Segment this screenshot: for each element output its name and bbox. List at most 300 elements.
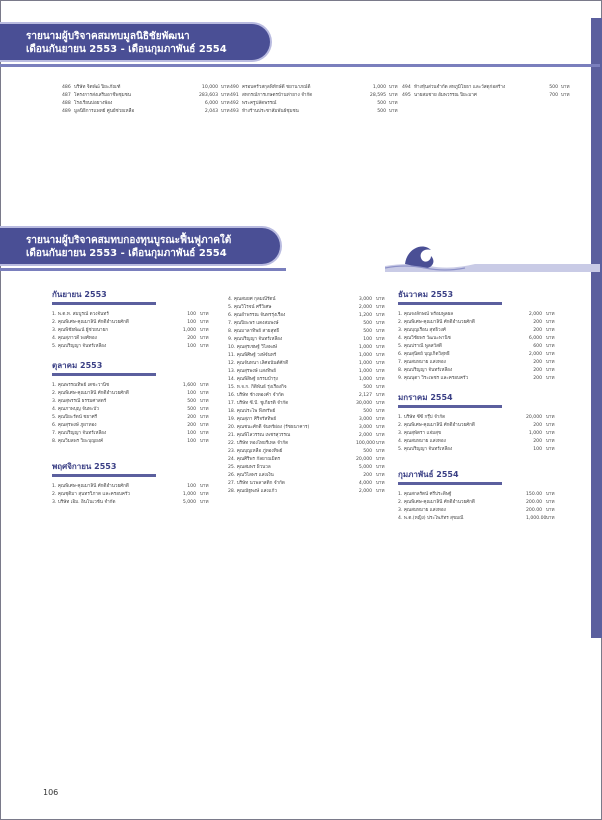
donor-amt: 20,000 (356, 457, 373, 462)
donor-name: โรงเรียนบ่อยางพ้อง (74, 101, 113, 106)
donor-name: 22. บริษัท ทองไทยรีเทล จำกัด (228, 441, 289, 446)
month-section (228, 296, 392, 496)
donor-cur: บาท (200, 484, 209, 489)
donor-cur: บาท (546, 492, 555, 497)
donor-row (228, 400, 392, 408)
donor-amt: 500 (377, 101, 386, 106)
column-middle (228, 296, 392, 496)
donor-cur: บาท (200, 399, 209, 404)
donor-amt: 200 (363, 473, 372, 478)
donor-cur: บาท (376, 361, 385, 366)
donor-cur: บาท (376, 433, 385, 438)
donor-cur: บาท (546, 352, 555, 357)
month-section (398, 290, 562, 383)
donor-name: 13. คุณสุรพงษ์ แสงทิพย์ (228, 369, 276, 374)
donor-amt: 2,000 (358, 305, 372, 310)
month-rule (398, 405, 502, 408)
donor-cur: บาท (221, 93, 230, 98)
donor-amt: 700 (549, 93, 558, 98)
donor-row (398, 319, 562, 327)
donor-cur: บาท (200, 320, 209, 325)
donor-n: 490 (230, 85, 239, 90)
donor-row (398, 359, 562, 367)
donor-amt: 3,000 (358, 425, 372, 430)
month-title: ธันวาคม 2553 (398, 290, 454, 299)
wave-decoration-icon (385, 240, 600, 272)
donor-amt: 4,000 (358, 481, 372, 486)
donor-name: 5. คุณปิยะรัตน์ ชยาศรี (52, 415, 98, 420)
donor-name: 4. คุณสมยศ กุลมณีรัตน์ (228, 297, 276, 302)
donor-name: ห้างหุ้นส่วนจำกัด สหภูมิโยธา และวัสดุก่อสร้าง (414, 85, 506, 90)
donor-cur: บาท (200, 431, 209, 436)
donor-name: 16. บริษัท ช้างทองคำ จำกัด (228, 393, 284, 398)
donor-cur: บาท (389, 93, 398, 98)
donor-amt: 100 (187, 320, 196, 325)
donor-row (62, 108, 230, 116)
donor-name: 4. คุณภาพบุญ จันทะบัว (52, 407, 99, 412)
donor-row (228, 344, 392, 352)
donor-n: 492 (230, 101, 239, 106)
donor-name: 25. คุณสมพร ผิวนวล (228, 465, 271, 470)
donor-amt: 1,000 (358, 361, 372, 366)
donor-amt: 200.00 (526, 508, 543, 513)
donor-name: บริษัท จิตพัฒ์ ปิยะภัณฑ์ (74, 85, 121, 90)
donor-row (228, 488, 392, 496)
donor-name: 2. คุณพิเศษ-คุณมาลินี ศักดิ์อำนวยศักดิ์ (398, 500, 475, 505)
donor-amt: 20,000 (526, 415, 543, 420)
donor-amt: 200.00 (526, 500, 543, 505)
donor-name: 5. คุณปริญญา จันทร์เหลือง (52, 344, 107, 349)
donor-row (228, 360, 392, 368)
month-title: กันยายน 2553 (52, 290, 107, 299)
donor-row (228, 472, 392, 480)
donor-cur: บาท (376, 425, 385, 430)
donor-name: 5. คุณวิโรจน์ ศรีวิเศษ (228, 305, 272, 310)
donor-amt: 200 (533, 368, 542, 373)
donor-name: 1. บริษัท ซีซี กรุ๊ป จำกัด (398, 415, 446, 420)
donor-row (228, 384, 392, 392)
donor-cur: บาท (546, 336, 555, 341)
donor-row (230, 100, 398, 108)
donor-row (228, 416, 392, 424)
donor-row (228, 320, 392, 328)
donor-cur: บาท (389, 85, 398, 90)
donor-row (228, 352, 392, 360)
donor-name: 2. คุณชุติมา สุนทรวิภาต และครอบครัว (52, 492, 130, 497)
donor-amt: 500 (363, 329, 372, 334)
banner-2-line-2: เดือนกันยายน 2553 - เดือนกุมภาพันธ์ 2554 (26, 248, 227, 259)
donor-amt: 1,000 (358, 353, 372, 358)
donor-row (398, 343, 562, 351)
donor-amt: 500 (187, 407, 196, 412)
donor-row (228, 432, 392, 440)
donor-amt: 1,000 (182, 492, 196, 497)
donor-name: 1. คุณสกลรัตน์ ศรีประดิษฐ์ (398, 492, 452, 497)
donor-row (228, 328, 392, 336)
donor-name: 8. คุณมาลาทิพย์ สายสุทธิ์ (228, 329, 280, 334)
donor-amt: 500 (187, 399, 196, 404)
banner-1-rule (0, 64, 600, 67)
donor-cur: บาท (546, 376, 555, 381)
donor-list (398, 414, 562, 454)
donor-row (398, 499, 562, 507)
donor-name: 6. คุณสุนิตย์ บุญเกิดวิสุทธิ์ (398, 352, 450, 357)
month-section (52, 290, 216, 351)
donor-row (398, 422, 562, 430)
donor-row (228, 408, 392, 416)
donor-row (230, 108, 398, 116)
donor-row (62, 92, 230, 100)
donor-name: 7. คุณปริญญา จันทร์เหลือง (52, 431, 107, 436)
donor-row (52, 406, 216, 414)
donor-row (228, 304, 392, 312)
donor-amt: 283,603 (199, 93, 218, 98)
donor-cur: บาท (200, 383, 209, 388)
donor-amt: 1,000 (182, 328, 196, 333)
donor-amt: 200 (187, 415, 196, 420)
donor-row (402, 92, 570, 100)
donor-cur: บาท (376, 489, 385, 494)
donor-column-3 (402, 84, 570, 100)
donor-cur: บาท (221, 101, 230, 106)
donor-name: 17. บริษัท ซี.บี. ชูเกียรติ จำกัด (228, 401, 289, 406)
donor-name: 27. บริษัท นวพลาสติก จำกัด (228, 481, 285, 486)
donor-cur: บาท (200, 391, 209, 396)
donor-cur: บาท (546, 320, 555, 325)
donor-column-2 (230, 84, 398, 116)
donor-row (228, 480, 392, 488)
donor-row (52, 343, 216, 351)
donor-name: 26. คุณวิไลพร แสงเงิน (228, 473, 274, 478)
donor-cur: บาท (376, 369, 385, 374)
donor-name: 8. คุณวิมลพร วิยะบุญยงค์ (52, 439, 104, 444)
donor-amt: 1,000 (528, 431, 542, 436)
donor-amt: 150.00 (526, 492, 543, 497)
donor-cur: บาท (376, 481, 385, 486)
month-rule (52, 474, 156, 477)
donor-cur: บาท (389, 109, 398, 114)
donor-amt: 2,127 (358, 393, 372, 398)
month-rule (52, 302, 156, 305)
donor-name: 6. คุณอำพรรณ จันทรรุ่งเรือง (228, 313, 286, 318)
donor-amt: 1,000 (372, 85, 386, 90)
donor-amt: 1,600 (182, 383, 196, 388)
donor-amt: 5,000 (182, 500, 196, 505)
side-accent-bar (591, 18, 602, 638)
donor-row (228, 440, 392, 448)
donor-row (398, 446, 562, 454)
donor-cur: บาท (200, 415, 209, 420)
donor-row (228, 392, 392, 400)
donor-amt: 200 (187, 423, 196, 428)
donor-row (228, 448, 392, 456)
donor-name: 7. คุณสมหมาย แสงทอง (398, 360, 446, 365)
donor-n: 491 (230, 93, 239, 98)
donor-cur: บาท (546, 312, 555, 317)
donor-amt: 100 (187, 484, 196, 489)
donor-row (398, 311, 562, 319)
donor-amt: 6,000 (204, 101, 218, 106)
donor-amt: 600 (533, 344, 542, 349)
donor-cur: บาท (376, 465, 385, 470)
donor-name: 12. คุณจันทนา เลิศอนันต์ศักดิ์ (228, 361, 289, 366)
donor-name: 1. คุณพรรณทิพย์ เตชะวานิช (52, 383, 110, 388)
donor-row (230, 92, 398, 100)
fund-header-banner-1 (0, 22, 272, 62)
donor-row (398, 430, 562, 438)
donor-name: 15. ห.จ.ก. กิติพันธ์ รุ่งเรืองกิจ (228, 385, 287, 390)
donor-name: 11. คุณพิศิษฐ์ วงษ์จันทร์ (228, 353, 277, 358)
donor-column-1 (62, 84, 230, 116)
donor-cur: บาท (200, 312, 209, 317)
donor-name: 23. คุณบุญเหลือ ภู่ทองทิพย์ (228, 449, 283, 454)
donor-amt: 3,000 (358, 417, 372, 422)
donor-name: 4. คุณสมหมาย แสงทอง (398, 439, 446, 444)
donor-n: 489 (62, 109, 71, 114)
donor-amt: 100 (363, 337, 372, 342)
donor-amt: 100 (533, 447, 542, 452)
donor-amt: 2,000 (358, 433, 372, 438)
donor-cur: บาท (200, 336, 209, 341)
donor-row (52, 327, 216, 335)
donor-cur: บาท (200, 407, 209, 412)
donor-name: 3. คุณสุพรรณี ธรรมศาสตร์ (52, 399, 107, 404)
month-title: ตุลาคม 2553 (52, 361, 103, 370)
donor-row (52, 483, 216, 491)
donor-amt: 100 (187, 312, 196, 317)
page-number: 106 (43, 788, 59, 797)
donor-amt: 500 (377, 109, 386, 114)
donor-amt: 200 (533, 439, 542, 444)
donor-name: 7. คุณปิยะพร แดงสมพงษ์ (228, 321, 279, 326)
donor-cur: บาท (376, 417, 385, 422)
donor-name: 9. คุณนุดา วิระเพชร และครอบครัว (398, 376, 469, 381)
donor-row (52, 430, 216, 438)
donor-name: 3. คุณพิชัยพัฒน์ ผู้ช่วยนายก (52, 328, 109, 333)
donor-row (228, 464, 392, 472)
donor-amt: 200 (533, 328, 542, 333)
donor-name: 2. คุณพิเศษ-คุณมาลินี ศักดิ์อำนวยศักดิ์ (398, 320, 475, 325)
donor-amt: 2,000 (528, 352, 542, 357)
donor-row (228, 368, 392, 376)
donor-cur: บาท (546, 516, 555, 521)
donor-name: 1. คุณพิเศษ-คุณมาลินี ศักดิ์อำนวยศักดิ์ (52, 484, 129, 489)
month-rule (398, 302, 502, 305)
donor-name: ห้างร้านประชาสัมพันธ์ชุมชน (242, 109, 299, 114)
donor-list (398, 311, 562, 383)
donor-row (52, 438, 216, 446)
donor-name: 21. คุณพิไลวรรณ เพชรสุวรรณ (228, 433, 291, 438)
donor-n: 493 (230, 109, 239, 114)
month-title: มกราคม 2554 (398, 393, 453, 402)
donor-cur: บาท (376, 393, 385, 398)
donor-cur: บาท (376, 345, 385, 350)
donor-row (398, 327, 562, 335)
donor-cur: บาท (561, 85, 570, 90)
donor-row (398, 367, 562, 375)
donor-cur: บาท (221, 85, 230, 90)
donor-row (62, 100, 230, 108)
donor-amt: 5,000 (358, 465, 372, 470)
donor-list (52, 311, 216, 351)
column-right (398, 290, 562, 523)
donor-amt: 100 (187, 391, 196, 396)
donor-n: 488 (62, 101, 71, 106)
donor-row (52, 319, 216, 327)
donor-name: 8. คุณปริญญา จันทร์เหลือง (398, 368, 453, 373)
donor-amt: 500 (363, 409, 372, 414)
donor-name: 28. คุณณัฐพงษ์ แสงแก้ว (228, 489, 277, 494)
donor-name: 14. คุณพิสิษฐ์ ธรรมบำรุง (228, 377, 278, 382)
donor-row (52, 491, 216, 499)
donor-name: มูลนิธิการแพทย์ ศูนย์ช่วยเหลือ (74, 109, 135, 114)
donor-cur: บาท (376, 409, 385, 414)
donor-cur: บาท (546, 500, 555, 505)
donor-cur: บาท (376, 329, 385, 334)
donor-list (398, 491, 562, 523)
donor-name: 2. คุณพิเศษ-คุณมาลินี ศักดิ์อำนวยศักดิ์ (52, 391, 129, 396)
donor-row (52, 335, 216, 343)
banner-1-line-2: เดือนกันยายน 2553 - เดือนกุมภาพันธ์ 2554 (26, 44, 227, 55)
donor-cur: บาท (376, 385, 385, 390)
donor-row (228, 312, 392, 320)
donor-row (398, 335, 562, 343)
donor-amt: 500 (363, 385, 372, 390)
donor-row (398, 491, 562, 499)
donor-cur: บาท (546, 328, 555, 333)
donor-amt: 200 (533, 376, 542, 381)
donor-cur: บาท (376, 473, 385, 478)
donor-cur: บาท (546, 360, 555, 365)
donor-cur: บาท (376, 297, 385, 302)
month-section (52, 361, 216, 446)
donor-list (228, 296, 392, 496)
month-title: พฤศจิกายน 2553 (52, 462, 117, 471)
donor-list (52, 382, 216, 446)
donor-amt: 3,000 (358, 297, 372, 302)
donor-amt: 1,200 (358, 313, 372, 318)
donor-name: 1. พ.ต.ท. สมบูรณ์ ดวงจันทร์ (52, 312, 109, 317)
donor-name: 5. คุณปริญญา จันทร์เหลือง (398, 447, 453, 452)
donor-cur: บาท (546, 439, 555, 444)
donor-amt: 100 (187, 431, 196, 436)
month-rule (398, 482, 502, 485)
donor-amt: 200 (533, 360, 542, 365)
donor-amt: 6,000 (528, 336, 542, 341)
donor-n: 495 (402, 93, 411, 98)
donor-row (398, 351, 562, 359)
donor-name: พระครูปลัดพรรณ์ (242, 101, 277, 106)
donor-row (52, 499, 216, 507)
donor-cur: บาท (200, 439, 209, 444)
donor-cur: บาท (376, 305, 385, 310)
donor-amt: 200 (187, 336, 196, 341)
donor-amt: 2,000 (528, 312, 542, 317)
donor-amt: 28,595 (369, 93, 386, 98)
donor-row (228, 376, 392, 384)
donor-row (52, 382, 216, 390)
donor-cur: บาท (376, 321, 385, 326)
donor-cur: บาท (376, 449, 385, 454)
month-section (398, 393, 562, 454)
donor-name: สหกรณ์การเกษตรบ้านท่ายาง จำกัด (242, 93, 313, 98)
donor-cur: บาท (546, 431, 555, 436)
donor-row (52, 311, 216, 319)
banner-2-line-1: รายนามผู้บริจาคสมทบกองทุนบูรณะฟื้นฟูภาคใต้ (26, 235, 232, 246)
donor-row (228, 296, 392, 304)
donor-name: 2. คุณพิเศษ-คุณมาลินี ศักดิ์อำนวยศักดิ์ (398, 423, 475, 428)
donor-name: 1. คุณจงลักษณ์ พร้อมพูลผล (398, 312, 454, 317)
donor-amt: 2,000 (358, 489, 372, 494)
donor-cur: บาท (546, 447, 555, 452)
donor-row (398, 375, 562, 383)
donor-name: นายสมชาย อัมพวรรณ ปิยะมาศ (414, 93, 477, 98)
donor-cur: บาท (376, 313, 385, 318)
month-title: กุมภาพันธ์ 2554 (398, 470, 459, 479)
donor-name: 3. บริษัท เอ็ม. อินโนเวชั่น จำกัด (52, 500, 116, 505)
donor-amt: 100,000 (356, 441, 375, 446)
donor-name: 6. คุณสุรพงษ์ ภูผาทอง (52, 423, 97, 428)
donor-n: 494 (402, 85, 411, 90)
donor-row (62, 84, 230, 92)
donor-cur: บาท (376, 401, 385, 406)
donor-row (398, 414, 562, 422)
month-rule (52, 373, 156, 376)
column-left (52, 290, 216, 507)
donor-cur: บาท (546, 508, 555, 513)
donor-row (228, 424, 392, 432)
donor-name: 9. คุณปริญญา จันทร์เหลือง (228, 337, 283, 342)
donor-amt: 10,000 (201, 85, 218, 90)
donor-cur: บาท (376, 353, 385, 358)
donor-amt: 500 (363, 321, 372, 326)
donor-name: 4. พ.ต.(หญิง) ประไพภัทร สุขมณี (398, 516, 464, 521)
donor-cur: บาท (546, 368, 555, 373)
donor-amt: 1,000.00 (526, 516, 547, 521)
donor-row (52, 390, 216, 398)
donor-name: 3. คุณบุญเรือน สุทธิวงศ์ (398, 328, 446, 333)
donor-cur: บาท (200, 344, 209, 349)
donor-cur: บาท (561, 93, 570, 98)
banner-2-rule (0, 268, 286, 271)
donor-row (402, 84, 570, 92)
donor-cur: บาท (221, 109, 230, 114)
donor-cur: บาท (200, 423, 209, 428)
donor-amt: 200 (533, 320, 542, 325)
banner-1-line-1: รายนามผู้บริจาคสมทบมูลนิธิชัยพัฒนา (26, 31, 190, 42)
donor-row (230, 84, 398, 92)
donor-list (52, 483, 216, 507)
donor-name: โครงการส่งเสริมอาชีพชุมชน (74, 93, 131, 98)
donor-amt: 500 (363, 449, 372, 454)
donor-amt: 100 (187, 439, 196, 444)
donor-row (52, 422, 216, 430)
donor-row (52, 414, 216, 422)
donor-name: 20. คุณชนะศักดิ์ จันทร์ผ่อง (รัชธนาคาร) (228, 425, 310, 430)
donor-name: 4. คุณวิชัยพร วัฒนะพานิช (398, 336, 451, 341)
donor-amt: 500 (549, 85, 558, 90)
donor-name: ครอบครัวสกุลพิทักษ์ดี ชยานาภณ์ดี (242, 85, 311, 90)
month-section (398, 470, 562, 523)
donor-name: 4. คุณสุภาวดี พงศ์ทอง (52, 336, 97, 341)
donor-cur: บาท (376, 377, 385, 382)
donor-row (398, 438, 562, 446)
donor-name: 24. คุณศิริพร กัลยาณมิตร (228, 457, 281, 462)
donor-row (228, 456, 392, 464)
donor-cur: บาท (389, 101, 398, 106)
donor-row (398, 515, 562, 523)
donor-name: 3. คุณสมหมาย แสงทอง (398, 508, 446, 513)
